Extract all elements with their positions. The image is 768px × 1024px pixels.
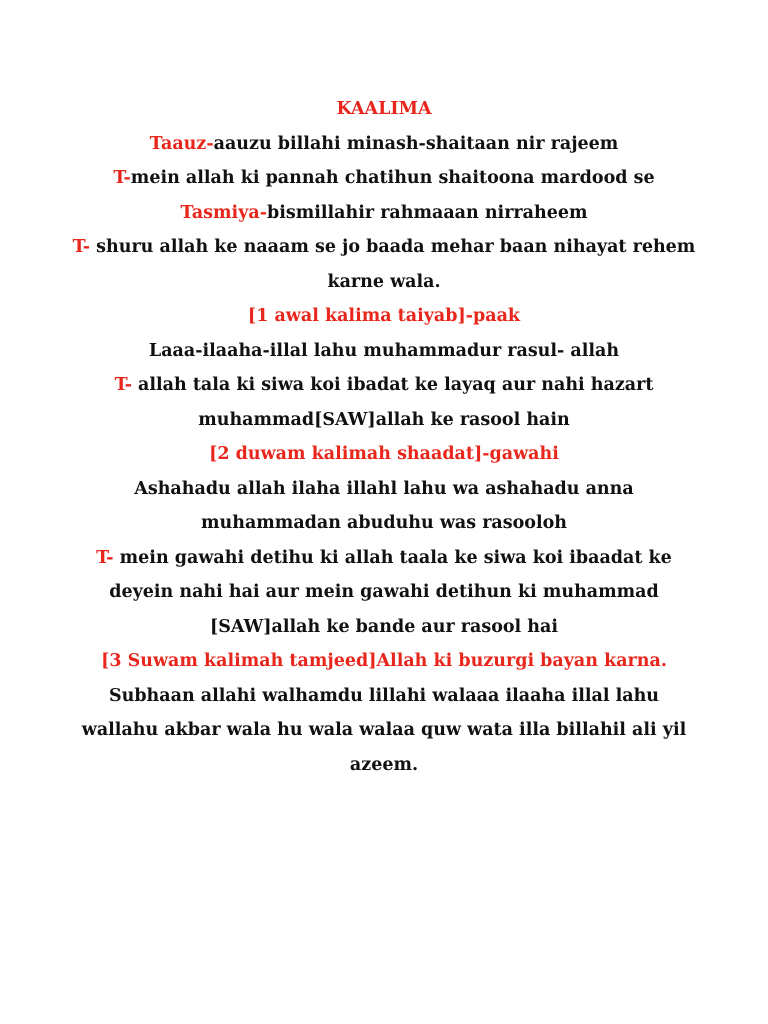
taauz-translation-label: T- bbox=[113, 168, 131, 188]
kalima2-translation-line bbox=[60, 541, 708, 576]
kalima1-translation-cont: muhammad[SAW]allah ke rasool hain bbox=[198, 409, 570, 430]
kalima2-text-cont: muhammadan abuduhu was rasooloh bbox=[200, 513, 567, 533]
kalima1-translation-label: T- bbox=[114, 375, 132, 395]
kalima1-translation-line bbox=[60, 368, 708, 403]
kalima3-text: Subhaan allahi walhamdu lillahi walaaa ilaaha illal lahu bbox=[108, 685, 660, 706]
taauz-label: Taauz- bbox=[149, 133, 214, 154]
kalima2-translation-label: T- bbox=[96, 547, 114, 568]
tasmiya-text: bismillahir rahmaaan nirraheem bbox=[266, 202, 588, 223]
kalima2-translation-cont2: [SAW]allah ke bande aur rasool hai bbox=[209, 616, 559, 637]
kalima3-text-cont: wallahu akbar wala hu wala walaa quw wata illa billahil ali yil bbox=[81, 720, 687, 740]
kalima1-heading: [1 awal kalima taiyab]-paak bbox=[247, 306, 521, 326]
kalima1-translation-text: allah tala ki siwa koi ibadat ke layaq aur nahi hazart bbox=[131, 375, 654, 395]
taauz-translation-line bbox=[60, 161, 708, 196]
taauz-text: aauzu billahi minash-shaitaan nir rajeem bbox=[213, 133, 619, 154]
kalima2-heading: [2 duwam kalimah shaadat]-gawahi bbox=[209, 444, 559, 464]
tasmiya-translation-label: T- bbox=[72, 237, 91, 257]
document-title: KAALIMA bbox=[336, 99, 432, 119]
kalima3-text-cont2: azeem. bbox=[349, 754, 419, 775]
document-page bbox=[60, 92, 708, 782]
kalima1-text: Laaa-ilaaha-illal lahu muhammadur rasul- allah bbox=[148, 340, 620, 361]
tasmiya-label: Tasmiya- bbox=[180, 202, 267, 223]
tasmiya-translation-line bbox=[60, 230, 708, 265]
tasmiya-line bbox=[60, 196, 708, 231]
taauz-translation-text: mein allah ki pannah chatihun shaitoona mardood se bbox=[130, 168, 655, 188]
tasmiya-translation-cont: karne wala. bbox=[327, 271, 441, 292]
kalima3-heading: [3 Suwam kalimah tamjeed]Allah ki buzurgi bayan karna. bbox=[101, 651, 667, 671]
tasmiya-translation-text: shuru allah ke naaam se jo baada mehar baan nihayat rehem bbox=[90, 237, 696, 257]
taauz-line bbox=[60, 127, 708, 162]
kalima2-text: Ashahadu allah ilaha illahl lahu wa ashahadu anna bbox=[134, 478, 634, 499]
kalima2-translation-cont: deyein nahi hai aur mein gawahi detihun ki muhammad bbox=[109, 582, 659, 602]
kalima2-translation-text: mein gawahi detihu ki allah taala ke siwa koi ibaadat ke bbox=[113, 547, 672, 568]
